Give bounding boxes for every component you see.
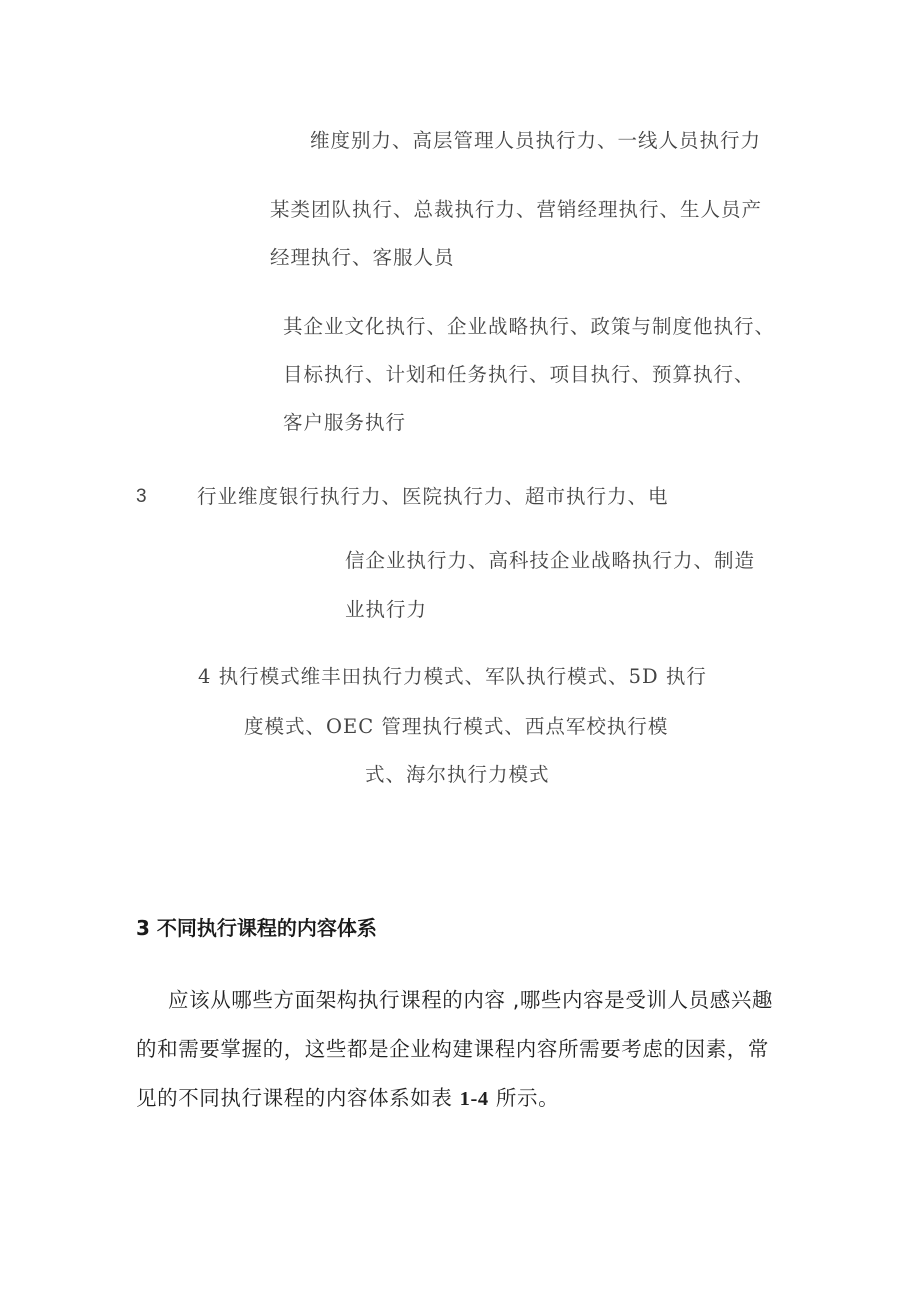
category-team-line-1: 某类团队执行、总裁执行力、营销经理执行、生人员产 <box>270 198 763 221</box>
category-dimension-level: 维度别力、高层管理人员执行力、一线人员执行力 <box>310 129 762 152</box>
paragraph-line-3-end: 所示。 <box>488 1086 560 1110</box>
paragraph-line-2: 的和需要掌握的，这些都是企业构建课程内容所需要考虑的因素，常 <box>136 1037 769 1061</box>
industry-line-1: 行业维度银行执行力、医院执行力、超市执行力、电 <box>197 485 669 508</box>
table-reference: 1-4 <box>459 1088 489 1110</box>
mode-line-2: 度模式、OEC 管理执行模式、西点军校执行模 <box>244 715 669 738</box>
paragraph-line-1: 应该从哪些方面架构执行课程的内容 ,哪些内容是受训人员感兴趣 <box>168 988 774 1012</box>
category-other-line-1: 其企业文化执行、企业战略执行、政策与制度他执行、 <box>283 315 776 338</box>
paragraph-line-3-text: 见的不同执行课程的内容体系如表 <box>136 1086 460 1110</box>
industry-number: 3 <box>136 486 147 507</box>
category-other-line-3: 客户服务执行 <box>283 411 407 434</box>
paragraph-line-3 <box>136 1083 559 1114</box>
mode-line-1: 4 执行模式维丰田执行力模式、军队执行模式、5D 执行 <box>198 665 707 688</box>
category-team-line-2: 经理执行、客服人员 <box>270 246 455 269</box>
section-heading: 3 不同执行课程的内容体系 <box>136 916 377 940</box>
industry-line-3: 业执行力 <box>345 598 428 621</box>
industry-line-2: 信企业执行力、高科技企业战略执行力、制造 <box>345 549 756 572</box>
category-other-line-2: 目标执行、计划和任务执行、项目执行、预算执行、 <box>283 363 755 386</box>
mode-line-3: 式、海尔执行力模式 <box>365 763 550 786</box>
